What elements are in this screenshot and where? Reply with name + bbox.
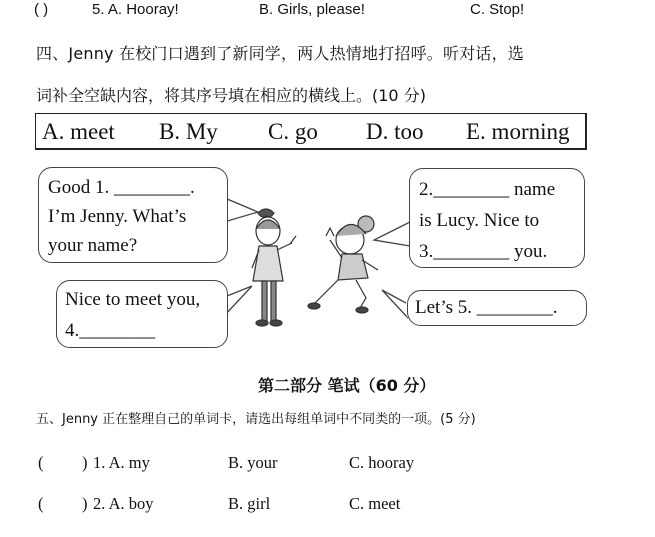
speech-bubble-jenny-reply — [56, 280, 228, 348]
bubble-tail-right-top — [374, 222, 410, 246]
q5-option-c: C. Stop! — [470, 1, 525, 18]
bubble-tail-right-bottom — [382, 290, 408, 318]
section4-instruction-line1: 四、Jenny 在校门口遇到了新同学，两人热情地打招呼。听对话，选 — [36, 44, 524, 63]
item-option-a: 2. A. boy — [93, 494, 154, 513]
item-paren-close: ) — [82, 494, 88, 513]
bubble-line: Good 1. ________. — [48, 177, 195, 198]
bubble-line: your name? — [48, 235, 138, 256]
girl-lucy-figure — [308, 216, 378, 313]
item-option-b: B. your — [228, 453, 278, 472]
item-option-a: 1. A. my — [93, 453, 150, 472]
bubble-line: 2.________ name — [419, 179, 556, 200]
item-paren-open: ( — [38, 453, 44, 472]
speech-bubble-jenny-greeting — [38, 167, 228, 263]
item-option-b: B. girl — [228, 494, 271, 513]
bubble-line: Let’s 5. ________. — [415, 297, 558, 318]
speech-bubble-lucy-reply — [409, 168, 585, 268]
item-paren-open: ( — [38, 494, 44, 513]
bubble-line: I’m Jenny. What’s — [48, 206, 187, 227]
bubble-line: 3.________ you. — [419, 241, 548, 262]
q5-option-a: 5. A. Hooray! — [92, 1, 179, 18]
q5-option-b: B. Girls, please! — [259, 1, 365, 18]
word-option-e: E. morning — [466, 119, 570, 144]
section4-instruction-line2: 词补全空缺内容，将其序号填在相应的横线上。(10 分) — [36, 86, 426, 105]
speech-bubble-lucy-lets-go — [407, 290, 587, 326]
bubble-line: 4.________ — [65, 320, 156, 341]
q5-paren: ( ) — [34, 1, 49, 18]
bubble-line: is Lucy. Nice to — [419, 210, 540, 231]
girl-jenny-figure — [252, 209, 296, 326]
item-option-c: C. meet — [349, 494, 401, 513]
word-option-b: B. My — [159, 119, 218, 144]
word-option-d: D. too — [366, 119, 424, 144]
part2-title: 第二部分 笔试（60 分） — [258, 376, 436, 395]
word-option-c: C. go — [268, 119, 318, 144]
section5-heading: 五、Jenny 正在整理自己的单词卡，请选出每组单词中不同类的一项。(5 分) — [36, 412, 476, 427]
item-paren-close: ) — [82, 453, 88, 472]
bubble-line: Nice to meet you, — [65, 289, 201, 310]
item-option-c: C. hooray — [349, 453, 415, 472]
word-option-a: A. meet — [42, 119, 115, 144]
